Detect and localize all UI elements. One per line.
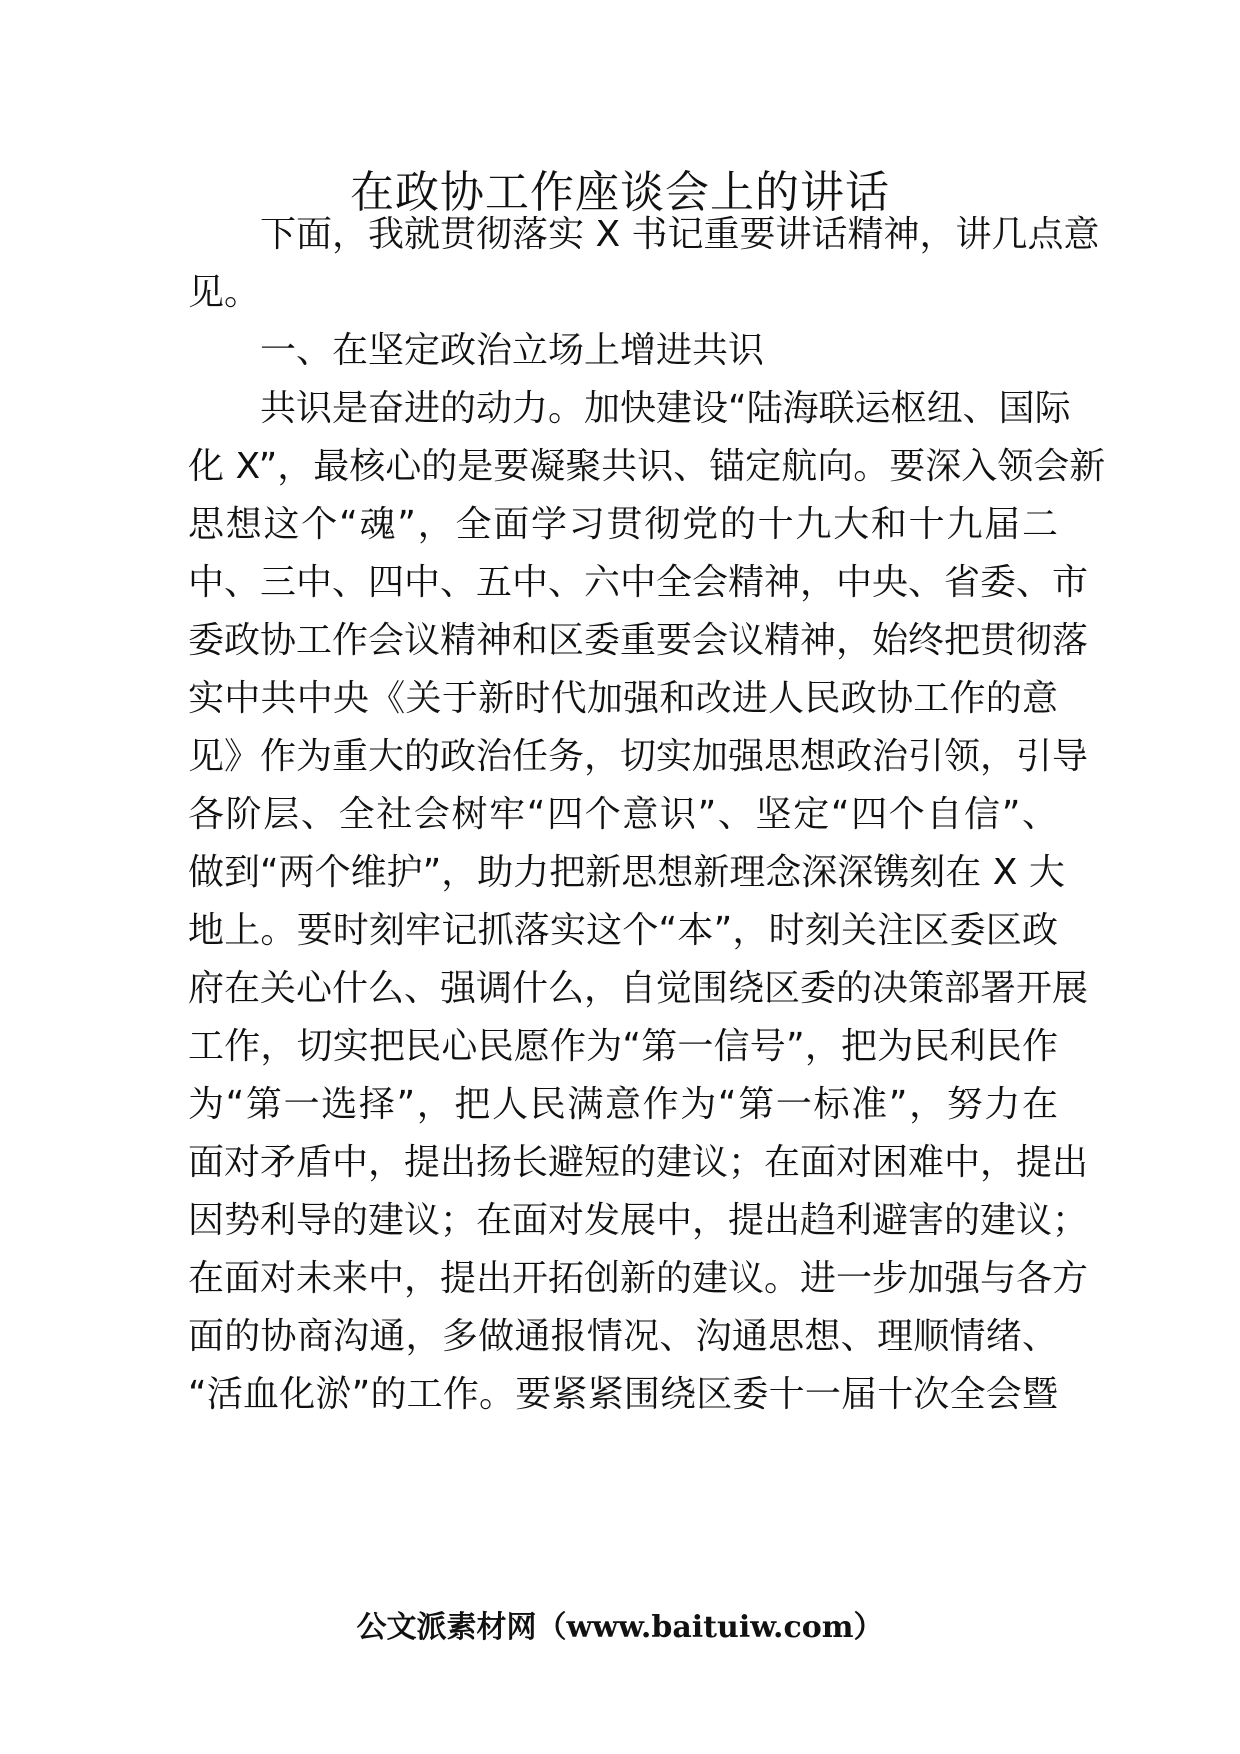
body-line: 委政协工作会议精神和区委重要会议精神，始终把贯彻落 [188, 620, 1089, 661]
body-line: 化 X”，最核心的是要凝聚共识、锚定航向。要深入领会新 [188, 446, 1106, 487]
document-title: 在政协工作座谈会上的讲话 [350, 167, 890, 218]
body-line: 地上。要时刻牢记抓落实这个“本”，时刻关注区委区政 [188, 910, 1058, 951]
section-heading: 一、在坚定政治立场上增进共识 [260, 330, 765, 371]
body-line: 共识是奋进的动力。加快建设“陆海联运枢纽、国际 [260, 388, 1071, 429]
body-line: 中、三中、四中、五中、六中全会精神，中央、省委、市 [188, 562, 1089, 603]
body-line: 因势利导的建议；在面对发展中，提出趋利避害的建议； [188, 1200, 1089, 1241]
body-line: 为“第一选择”，把人民满意作为“第一标准”，努力在 [188, 1084, 1058, 1125]
body-line: 面的协商沟通，多做通报情况、沟通思想、理顺情绪、 [188, 1316, 1058, 1357]
body-line: 各阶层、全社会树牢“四个意识”、坚定“四个自信”、 [188, 794, 1058, 835]
body-line: 见》作为重大的政治任务，切实加强思想政治引领，引导 [188, 736, 1089, 777]
body-line: 思想这个“魂”，全面学习贯彻党的十九大和十九届二 [188, 504, 1058, 545]
body-line: “活血化淤”的工作。要紧紧围绕区委十一届十次全会暨 [188, 1374, 1058, 1415]
body-line: 府在关心什么、强调什么，自觉围绕区委的决策部署开展 [188, 968, 1089, 1009]
body-line: 在面对未来中，提出开拓创新的建议。进一步加强与各方 [188, 1258, 1089, 1299]
body-line: 工作，切实把民心民愿作为“第一信号”，把为民利民作 [188, 1026, 1058, 1067]
body-line: 实中共中央《关于新时代加强和改进人民政协工作的意 [188, 678, 1058, 719]
body-line: 面对矛盾中，提出扬长避短的建议；在面对困难中，提出 [188, 1142, 1089, 1183]
body-line: 做到“两个维护”，助力把新思想新理念深深镌刻在 X 大 [188, 852, 1065, 893]
footer-watermark: 公文派素材网（www.baituiw.com） [356, 1610, 884, 1645]
intro-line-2: 见。 [188, 272, 261, 313]
intro-line-1: 下面，我就贯彻落实 X 书记重要讲话精神，讲几点意 [260, 214, 1100, 255]
